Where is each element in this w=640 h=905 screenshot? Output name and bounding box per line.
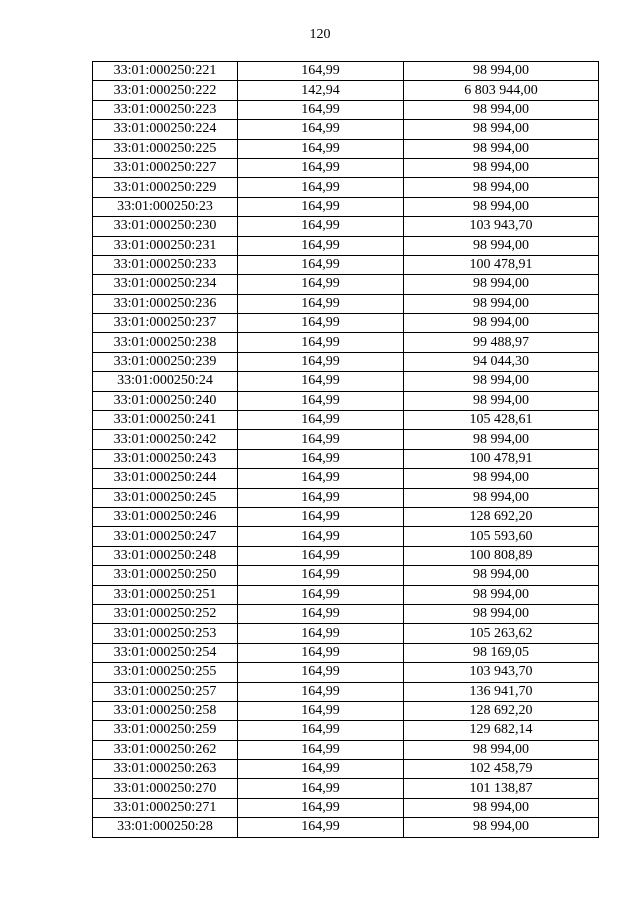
- value-cell: 98 994,00: [404, 139, 599, 158]
- cadastral-number-cell: 33:01:000250:263: [93, 760, 238, 779]
- value-cell: 98 994,00: [404, 236, 599, 255]
- cadastral-number-cell: 33:01:000250:230: [93, 217, 238, 236]
- cadastral-number-cell: 33:01:000250:24: [93, 372, 238, 391]
- area-cell: 164,99: [238, 372, 404, 391]
- table-row: [93, 721, 599, 740]
- table-row: [93, 62, 599, 81]
- value-cell: 98 169,05: [404, 643, 599, 662]
- area-cell: 164,99: [238, 100, 404, 119]
- table-row: [93, 566, 599, 585]
- table-row: [93, 217, 599, 236]
- area-cell: 164,99: [238, 469, 404, 488]
- cadastral-number-cell: 33:01:000250:221: [93, 62, 238, 81]
- cadastral-number-cell: 33:01:000250:238: [93, 333, 238, 352]
- table-row: [93, 701, 599, 720]
- cadastral-number-cell: 33:01:000250:251: [93, 585, 238, 604]
- table-row: [93, 643, 599, 662]
- table-row: [93, 294, 599, 313]
- cadastral-number-cell: 33:01:000250:245: [93, 488, 238, 507]
- cadastral-number-cell: 33:01:000250:231: [93, 236, 238, 255]
- value-cell: 128 692,20: [404, 507, 599, 526]
- cadastral-number-cell: 33:01:000250:252: [93, 604, 238, 623]
- cadastral-number-cell: 33:01:000250:257: [93, 682, 238, 701]
- area-cell: 164,99: [238, 663, 404, 682]
- area-cell: 164,99: [238, 449, 404, 468]
- area-cell: 164,99: [238, 818, 404, 837]
- area-cell: 164,99: [238, 411, 404, 430]
- cadastral-number-cell: 33:01:000250:244: [93, 469, 238, 488]
- value-cell: 100 478,91: [404, 449, 599, 468]
- area-cell: 164,99: [238, 740, 404, 759]
- area-cell: 164,99: [238, 566, 404, 585]
- table-row: [93, 527, 599, 546]
- table-row: [93, 818, 599, 837]
- cadastral-number-cell: 33:01:000250:227: [93, 158, 238, 177]
- cadastral-number-cell: 33:01:000250:242: [93, 430, 238, 449]
- cadastral-number-cell: 33:01:000250:225: [93, 139, 238, 158]
- cadastral-number-cell: 33:01:000250:234: [93, 275, 238, 294]
- table-row: [93, 372, 599, 391]
- table-row: [93, 663, 599, 682]
- value-cell: 98 994,00: [404, 391, 599, 410]
- table-row: [93, 624, 599, 643]
- area-cell: 164,99: [238, 546, 404, 565]
- value-cell: 101 138,87: [404, 779, 599, 798]
- cadastral-number-cell: 33:01:000250:23: [93, 197, 238, 216]
- cadastral-number-cell: 33:01:000250:236: [93, 294, 238, 313]
- value-cell: 6 803 944,00: [404, 81, 599, 100]
- table-row: [93, 430, 599, 449]
- value-cell: 98 994,00: [404, 100, 599, 119]
- value-cell: 98 994,00: [404, 158, 599, 177]
- area-cell: 164,99: [238, 178, 404, 197]
- area-cell: 164,99: [238, 139, 404, 158]
- value-cell: 98 994,00: [404, 469, 599, 488]
- table-row: [93, 178, 599, 197]
- value-cell: 105 263,62: [404, 624, 599, 643]
- value-cell: 103 943,70: [404, 663, 599, 682]
- value-cell: 103 943,70: [404, 217, 599, 236]
- table-row: [93, 120, 599, 139]
- cadastral-number-cell: 33:01:000250:253: [93, 624, 238, 643]
- table-row: [93, 546, 599, 565]
- value-cell: 98 994,00: [404, 604, 599, 623]
- table-row: [93, 760, 599, 779]
- value-cell: 98 994,00: [404, 120, 599, 139]
- table-row: [93, 314, 599, 333]
- value-cell: 100 808,89: [404, 546, 599, 565]
- area-cell: 164,99: [238, 120, 404, 139]
- value-cell: 98 994,00: [404, 294, 599, 313]
- table-row: [93, 197, 599, 216]
- cadastral-number-cell: 33:01:000250:241: [93, 411, 238, 430]
- area-cell: 164,99: [238, 352, 404, 371]
- cadastral-number-cell: 33:01:000250:250: [93, 566, 238, 585]
- value-cell: 128 692,20: [404, 701, 599, 720]
- cadastral-number-cell: 33:01:000250:255: [93, 663, 238, 682]
- table-row: [93, 411, 599, 430]
- table-row: [93, 352, 599, 371]
- area-cell: 164,99: [238, 430, 404, 449]
- area-cell: 164,99: [238, 236, 404, 255]
- area-cell: 164,99: [238, 255, 404, 274]
- table-row: [93, 585, 599, 604]
- area-cell: 164,99: [238, 682, 404, 701]
- table-body: [93, 62, 599, 838]
- table-row: [93, 100, 599, 119]
- value-cell: 98 994,00: [404, 62, 599, 81]
- table-row: [93, 740, 599, 759]
- table-row: [93, 255, 599, 274]
- area-cell: 164,99: [238, 721, 404, 740]
- value-cell: 98 994,00: [404, 178, 599, 197]
- value-cell: 98 994,00: [404, 740, 599, 759]
- value-cell: 98 994,00: [404, 566, 599, 585]
- cadastral-number-cell: 33:01:000250:224: [93, 120, 238, 139]
- table-row: [93, 275, 599, 294]
- table-row: [93, 604, 599, 623]
- cadastral-number-cell: 33:01:000250:246: [93, 507, 238, 526]
- data-table: [92, 61, 599, 838]
- area-cell: 164,99: [238, 604, 404, 623]
- table-row: [93, 158, 599, 177]
- table-row: [93, 507, 599, 526]
- value-cell: 98 994,00: [404, 275, 599, 294]
- cadastral-number-cell: 33:01:000250:259: [93, 721, 238, 740]
- area-cell: 164,99: [238, 314, 404, 333]
- area-cell: 164,99: [238, 527, 404, 546]
- cadastral-number-cell: 33:01:000250:247: [93, 527, 238, 546]
- value-cell: 105 593,60: [404, 527, 599, 546]
- value-cell: 98 994,00: [404, 488, 599, 507]
- value-cell: 98 994,00: [404, 197, 599, 216]
- table-row: [93, 488, 599, 507]
- table-row: [93, 81, 599, 100]
- area-cell: 164,99: [238, 701, 404, 720]
- area-cell: 164,99: [238, 643, 404, 662]
- cadastral-number-cell: 33:01:000250:239: [93, 352, 238, 371]
- table-row: [93, 449, 599, 468]
- area-cell: 164,99: [238, 507, 404, 526]
- area-cell: 164,99: [238, 294, 404, 313]
- cadastral-number-cell: 33:01:000250:262: [93, 740, 238, 759]
- table-row: [93, 682, 599, 701]
- cadastral-number-cell: 33:01:000250:223: [93, 100, 238, 119]
- value-cell: 136 941,70: [404, 682, 599, 701]
- table-row: [93, 391, 599, 410]
- area-cell: 164,99: [238, 275, 404, 294]
- area-cell: 164,99: [238, 391, 404, 410]
- value-cell: 102 458,79: [404, 760, 599, 779]
- value-cell: 94 044,30: [404, 352, 599, 371]
- table-row: [93, 469, 599, 488]
- value-cell: 129 682,14: [404, 721, 599, 740]
- area-cell: 142,94: [238, 81, 404, 100]
- cadastral-number-cell: 33:01:000250:229: [93, 178, 238, 197]
- value-cell: 100 478,91: [404, 255, 599, 274]
- table-row: [93, 236, 599, 255]
- cadastral-number-cell: 33:01:000250:271: [93, 798, 238, 817]
- table-row: [93, 779, 599, 798]
- value-cell: 98 994,00: [404, 798, 599, 817]
- value-cell: 98 994,00: [404, 585, 599, 604]
- cadastral-number-cell: 33:01:000250:237: [93, 314, 238, 333]
- table-row: [93, 139, 599, 158]
- value-cell: 98 994,00: [404, 818, 599, 837]
- value-cell: 98 994,00: [404, 372, 599, 391]
- area-cell: 164,99: [238, 62, 404, 81]
- cadastral-number-cell: 33:01:000250:254: [93, 643, 238, 662]
- area-cell: 164,99: [238, 760, 404, 779]
- page-number: 120: [309, 27, 331, 42]
- cadastral-number-cell: 33:01:000250:222: [93, 81, 238, 100]
- table-row: [93, 333, 599, 352]
- area-cell: 164,99: [238, 779, 404, 798]
- area-cell: 164,99: [238, 488, 404, 507]
- cadastral-number-cell: 33:01:000250:28: [93, 818, 238, 837]
- area-cell: 164,99: [238, 197, 404, 216]
- area-cell: 164,99: [238, 158, 404, 177]
- cadastral-number-cell: 33:01:000250:243: [93, 449, 238, 468]
- cadastral-number-cell: 33:01:000250:258: [93, 701, 238, 720]
- area-cell: 164,99: [238, 798, 404, 817]
- cadastral-number-cell: 33:01:000250:233: [93, 255, 238, 274]
- cadastral-number-cell: 33:01:000250:270: [93, 779, 238, 798]
- area-cell: 164,99: [238, 624, 404, 643]
- value-cell: 98 994,00: [404, 430, 599, 449]
- value-cell: 98 994,00: [404, 314, 599, 333]
- value-cell: 99 488,97: [404, 333, 599, 352]
- area-cell: 164,99: [238, 217, 404, 236]
- cadastral-number-cell: 33:01:000250:240: [93, 391, 238, 410]
- area-cell: 164,99: [238, 333, 404, 352]
- area-cell: 164,99: [238, 585, 404, 604]
- cadastral-number-cell: 33:01:000250:248: [93, 546, 238, 565]
- table-row: [93, 798, 599, 817]
- value-cell: 105 428,61: [404, 411, 599, 430]
